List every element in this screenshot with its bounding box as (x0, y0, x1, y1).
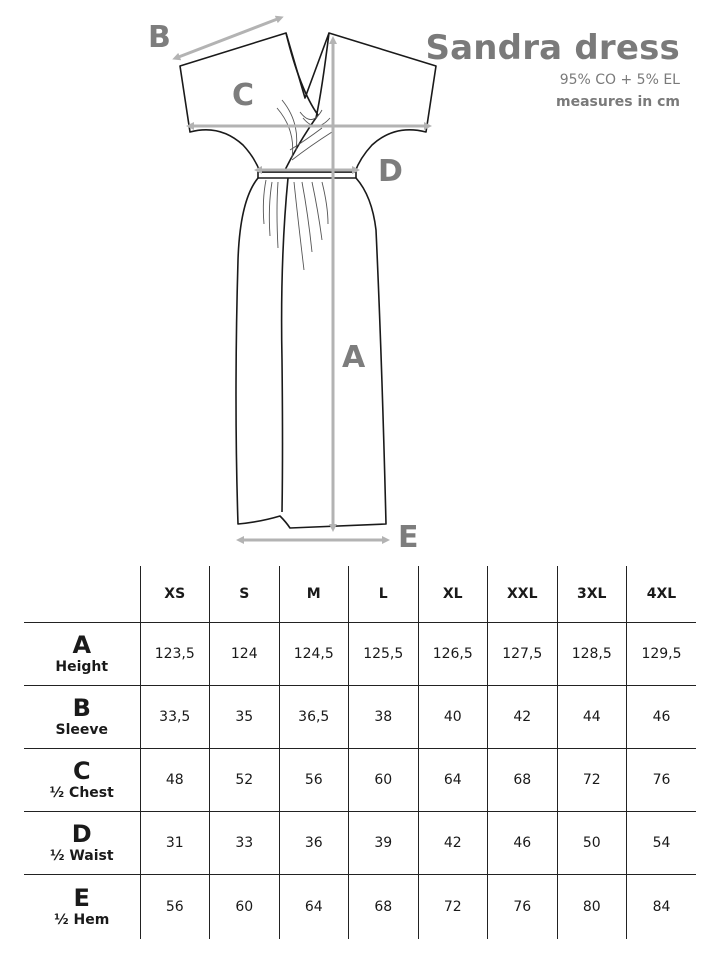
row-header (24, 812, 140, 875)
table-cell: 48 (140, 749, 210, 812)
row-letter: E (73, 884, 90, 912)
size-header: XS (140, 566, 210, 623)
table-cell: 60 (349, 749, 419, 812)
row-label: Sleeve (55, 722, 108, 738)
label-a: A (342, 340, 366, 375)
table-cell: 127,5 (488, 623, 558, 686)
fabric-composition: 95% CO + 5% EL (559, 72, 680, 88)
row-letter: A (72, 631, 92, 659)
size-header: L (349, 566, 419, 623)
table-cell: 80 (557, 875, 627, 940)
table-cell: 56 (279, 749, 349, 812)
table-cell: 46 (488, 812, 558, 875)
table-row (24, 749, 696, 812)
table-cell: 68 (349, 875, 419, 940)
table-cell: 38 (349, 686, 419, 749)
table-cell: 42 (488, 686, 558, 749)
corner-cell (24, 566, 140, 623)
table-cell: 124 (210, 623, 280, 686)
size-header: M (279, 566, 349, 623)
table-cell: 42 (418, 812, 488, 875)
table-cell: 46 (627, 686, 697, 749)
table-cell: 44 (557, 686, 627, 749)
dress-outline (180, 33, 436, 528)
table-cell: 72 (557, 749, 627, 812)
row-letter: B (72, 694, 91, 722)
label-c: C (232, 78, 255, 113)
size-header: XXL (488, 566, 558, 623)
label-d: D (378, 154, 403, 189)
row-header (24, 686, 140, 749)
table-cell: 124,5 (279, 623, 349, 686)
table-cell: 128,5 (557, 623, 627, 686)
table-cell: 84 (627, 875, 697, 940)
table-row (24, 686, 696, 749)
size-header: XL (418, 566, 488, 623)
table-cell: 64 (279, 875, 349, 940)
table-cell: 40 (418, 686, 488, 749)
arrow-b (176, 18, 280, 58)
table-cell: 56 (140, 875, 210, 940)
measures-unit-note: measures in cm (556, 94, 680, 110)
row-letter: D (71, 820, 92, 848)
label-e: E (398, 520, 419, 555)
size-header: 4XL (627, 566, 697, 623)
table-cell: 68 (488, 749, 558, 812)
size-header: S (210, 566, 280, 623)
size-table (24, 566, 696, 939)
table-cell: 36 (279, 812, 349, 875)
table-cell: 125,5 (349, 623, 419, 686)
row-letter: C (72, 757, 91, 785)
row-label: Height (55, 659, 109, 675)
table-cell: 123,5 (140, 623, 210, 686)
row-label: ½ Chest (49, 785, 114, 801)
label-b: B (148, 20, 171, 55)
row-header (24, 875, 140, 940)
size-header-row (24, 566, 696, 623)
table-cell: 35 (210, 686, 280, 749)
table-cell: 33 (210, 812, 280, 875)
table-row (24, 623, 696, 686)
size-header: 3XL (557, 566, 627, 623)
table-cell: 52 (210, 749, 280, 812)
row-header (24, 623, 140, 686)
table-cell: 129,5 (627, 623, 697, 686)
table-cell: 64 (418, 749, 488, 812)
table-row (24, 812, 696, 875)
table-cell: 60 (210, 875, 280, 940)
table-cell: 72 (418, 875, 488, 940)
table-cell: 76 (627, 749, 697, 812)
row-header (24, 749, 140, 812)
table-cell: 31 (140, 812, 210, 875)
row-label: ½ Waist (49, 848, 114, 864)
table-cell: 33,5 (140, 686, 210, 749)
row-label: ½ Hem (54, 912, 110, 928)
product-title: Sandra dress (425, 28, 680, 68)
table-cell: 39 (349, 812, 419, 875)
table-cell: 76 (488, 875, 558, 940)
table-cell: 50 (557, 812, 627, 875)
table-cell: 36,5 (279, 686, 349, 749)
measurement-arrows (176, 18, 428, 540)
table-cell: 126,5 (418, 623, 488, 686)
table-cell: 54 (627, 812, 697, 875)
table-row (24, 875, 696, 940)
